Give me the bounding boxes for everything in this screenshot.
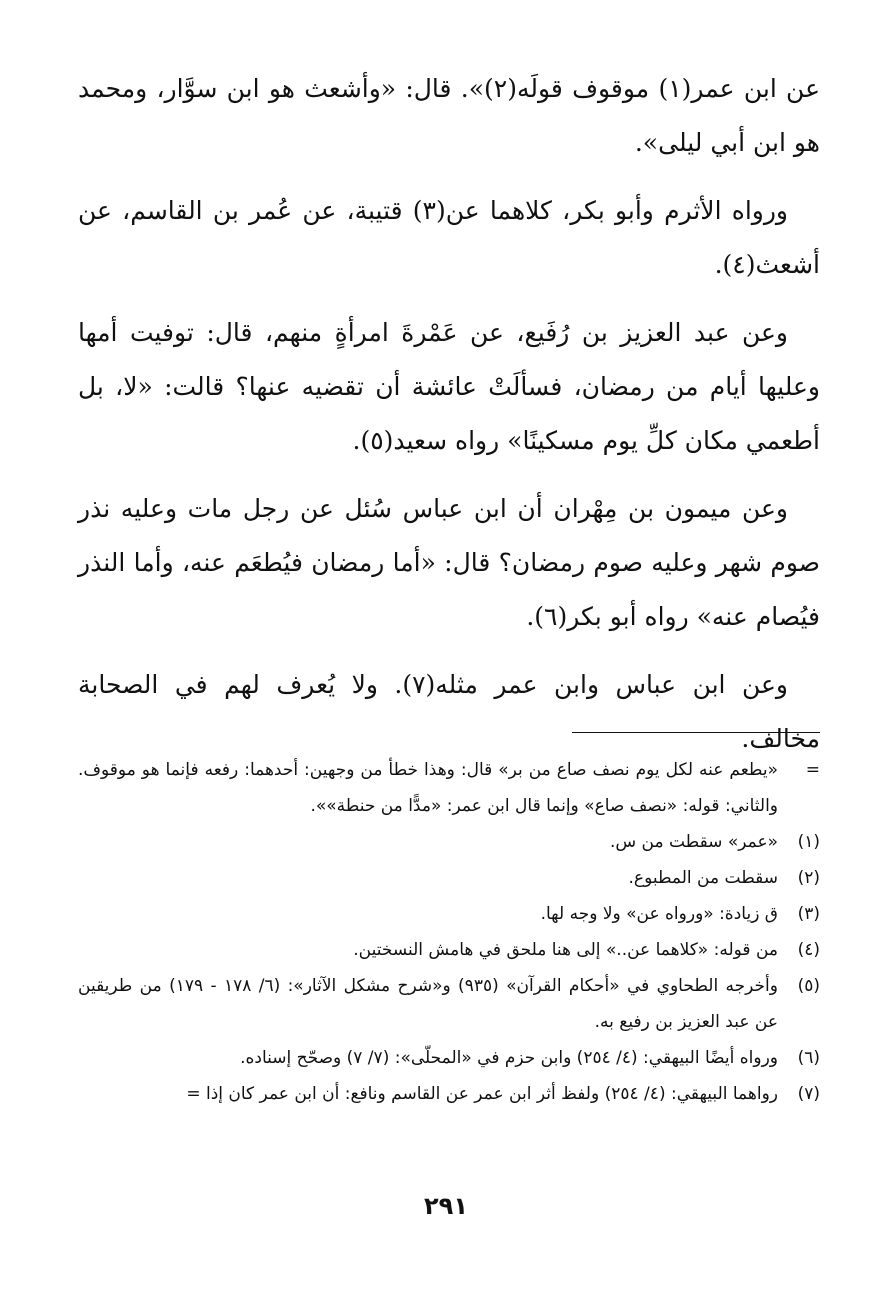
footnote-number: (٤) xyxy=(797,940,820,960)
paragraph-3: وعن عبد العزيز بن رُفَيع، عن عَمْرةَ امرأةٍ منهم، قال: توفيت أمها وعليها أيام من رمضان، فسألَتْ عائشة أن تقضيه عنها؟ قالت: «لا، بل أطعمي مكان كلِّ يوم مسكينًا» رواه سعيد(٥). xyxy=(78,318,820,455)
footnote-7 xyxy=(78,1076,820,1112)
footnotes xyxy=(78,752,820,1112)
paragraph-5: وعن ابن عباس وابن عمر مثله(٧). ولا يُعرف لهم في الصحابة مخالف. xyxy=(78,670,820,753)
footnote-6 xyxy=(78,1040,820,1076)
footnote-1 xyxy=(78,824,820,860)
footnote-number: (٢) xyxy=(797,868,820,888)
footnote-number: (٧) xyxy=(797,1084,820,1104)
footnote-text: «عمر» سقطت من س. xyxy=(609,832,778,852)
footnote-text: ورواه أيضًا البيهقي: (٤/ ٢٥٤) وابن حزم في «المحلّى»: (٧/ ٧) وصحّح إسناده. xyxy=(240,1048,778,1068)
footnote-text: وأخرجه الطحاوي في «أحكام القرآن» (٩٣٥) و«شرح مشكل الآثار»: (٦/ ١٧٨ - ١٧٩) من طريقين عن عبد العزيز بن رفيع به. xyxy=(78,976,778,1032)
footnote-number: = xyxy=(805,760,820,780)
footnote-text: رواهما البيهقي: (٤/ ٢٥٤) ولفظ أثر ابن عمر عن القاسم ونافع: أن ابن عمر كان إذا = xyxy=(186,1084,778,1104)
footnote-number: (٦) xyxy=(797,1048,820,1068)
paragraph-2: ورواه الأثرم وأبو بكر، كلاهما عن(٣) قتيبة، عن عُمر بن القاسم، عن أشعث(٤). xyxy=(78,196,820,279)
footnote-number: (٥) xyxy=(797,976,820,996)
paragraph-1: عن ابن عمر(١) موقوف قولَه(٢)». قال: «وأشعث هو ابن سوَّار، ومحمد هو ابن أبي ليلى». xyxy=(78,74,820,157)
footnote-text: ق زيادة: «ورواه عن» ولا وجه لها. xyxy=(540,904,778,924)
footnote-separator xyxy=(572,732,820,733)
footnote-2 xyxy=(78,860,820,896)
footnote-5 xyxy=(78,968,820,1040)
footnote-number: (١) xyxy=(797,832,820,852)
footnote-3 xyxy=(78,896,820,932)
footnote-text: سقطت من المطبوع. xyxy=(628,868,778,888)
footnote-number: (٣) xyxy=(797,904,820,924)
footnote-text: من قوله: «كلاهما عن..» إلى هنا ملحق في هامش النسختين. xyxy=(353,940,778,960)
page-number: ٢٩١ xyxy=(424,1192,468,1220)
paragraph-4: وعن ميمون بن مِهْران أن ابن عباس سُئل عن رجل مات وعليه نذر صوم شهر وعليه صوم رمضان؟ قال: «أما رمضان فيُطعَم عنه، وأما النذر فيُصام عنه» رواه أبو بكر(٦). xyxy=(78,494,820,631)
footnote-4 xyxy=(78,932,820,968)
footnote-text: «يطعم عنه لكل يوم نصف صاع من بر» قال: وهذا خطأ من وجهين: أحدهما: رفعه فإنما هو موقوف. والثاني: قوله: «نصف صاع» وإنما قال ابن عمر: «مدًّا من حنطة»». xyxy=(78,760,778,816)
footnote-continuation xyxy=(78,752,820,824)
main-text xyxy=(78,62,820,780)
